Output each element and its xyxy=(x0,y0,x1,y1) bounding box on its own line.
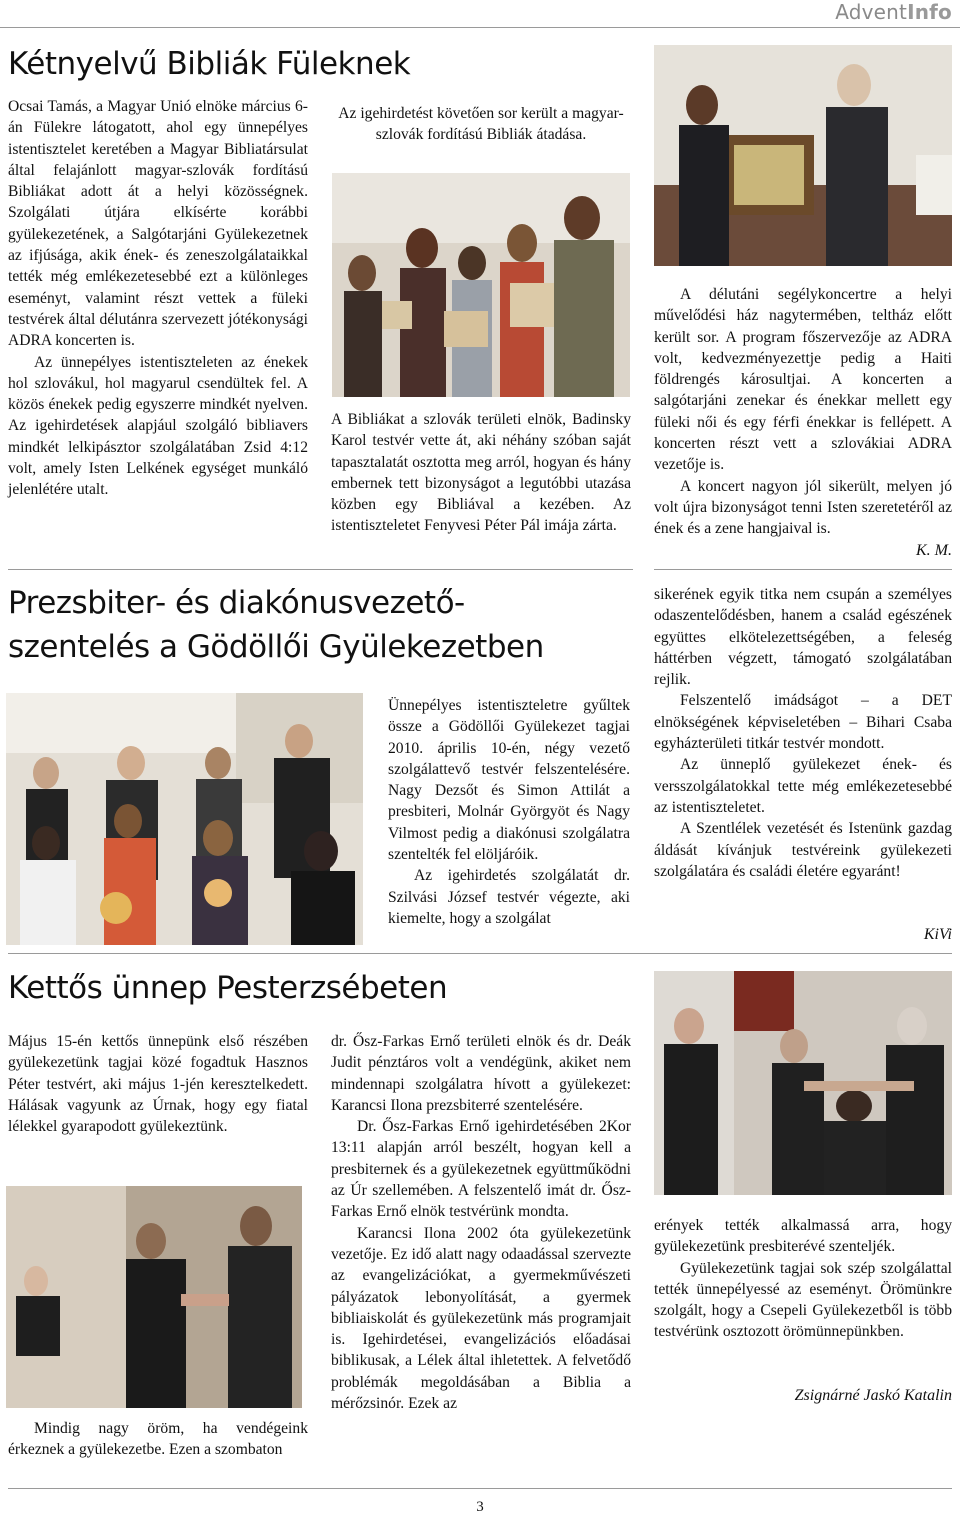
article1-col3-p1: A délutáni segélykoncertre a helyi művelődési ház nagytermében, teltház előtt került sor. A program főszervezője az ADRA volt, kedvezményezettje pedig a Haiti földrengés károsultjai. A koncerten a salgótarjáni zenekar és énekkar mellett egy füleki női és egy férfi énekkar is fellépett. A koncerten részt vett a szlovákiai ADRA vezetője is. xyxy=(654,286,952,474)
greeting-photo xyxy=(6,1186,302,1408)
article-divider-1b xyxy=(654,569,952,570)
article-divider-1 xyxy=(8,569,633,570)
article2-signature: KiVi xyxy=(923,926,952,943)
handshake-photo xyxy=(654,45,952,266)
article1-col1-p2: Az ünnepélyes istentiszteleten az énekek hol szlovákul, hol magyarul csendültek fel. A közös énekek pedig egyszerre mindkét nyelven. Az igehirdetések alapjául szolgáló bibliavers mindkét lelkipásztor szolgálatában Zsid 4:12 volt, amely Isten Lelkének egységet munkáló jelenlétére utalt. xyxy=(8,353,308,499)
article3-col2-p3: Karancsi Ilona 2002 óta gyülekezetünk vezetője. Ez idő alatt nagy odaadással szervezte az evangelizációkat, a gyermekművészeti pályázatok lebonyolítását, a gyermek bibliaiskolát és gyülekezetünk más programjait is. Igehirdetései, evangelizációs előadásai biblikusak, a Lélek által ihletettek. A felvetődő problémák megoldásában a Biblia a mérőzsinór. Ezek az xyxy=(331,1224,631,1413)
article1-col1 xyxy=(8,96,308,501)
article1-title: Kétnyelvű Bibliák Füleknek xyxy=(8,46,411,82)
article3-col1-p2: Mindig nagy öröm, ha vendégeink érkeznek a gyülekezetbe. Ezen a szombaton xyxy=(8,1420,308,1459)
article3-col3-p1: erények tették alkalmassá arra, hogy gyülekezetünk presbiterévé szenteljék. xyxy=(654,1217,952,1256)
article3-col1-bottom xyxy=(8,1418,308,1461)
page-number: 3 xyxy=(476,1499,484,1515)
article1-col3 xyxy=(654,284,952,561)
article-divider-2 xyxy=(8,953,952,954)
article3-col3-p2: Gyülekezetünk tagjai sok szép szolgálattal tették ünnepélyessé az eseményt. Örömünkre szolgált, hogy a Csepeli Gyülekezetből is több testvérünk osztozott örömünnepünkben. xyxy=(654,1259,952,1341)
article1-col3-p2: A koncert nagyon jól sikerült, melyen jó volt újra bizonyságot tenni Isten szeretetéről az ének és a zene hangjaival is. xyxy=(654,477,952,538)
article2-title-line2: szentelés a Gödöllői Gyülekezetben xyxy=(8,629,544,665)
article2-col3-p3: Az ünneplő gyülekezet ének- és versszolgálatokkal tette még emlékezetesebbé az istentiszteletet. xyxy=(654,756,952,816)
magazine-brand xyxy=(835,0,952,24)
article2-col2-p1: Ünnepélyes istentiszteletre gyűltek össze a Gödöllői Gyülekezet tagjai 2010. április 10-én, négy vezető szolgálattevő testvér felszentelésére. Nagy Dezsőt és Simon Attilát a presbiteri, Molnár Györgyöt és Nagy Vilmost pedig a diakónusi szolgálatra szentelték fel elöljáróik. xyxy=(388,697,630,864)
article3-signature: Zsignárné Jaskó Katalin xyxy=(794,1387,952,1404)
article2-col3-p1: sikerének egyik titka nem csupán a személyes odaszentelődésben, hanem a család egészének együttes elkötelezettségében, a feleség háttérben végzett, támogató szolgálatában rejlik. xyxy=(654,586,952,689)
article3-col2-p1: dr. Ősz-Farkas Ernő területi elnök és dr. Deák Judit pénztáros volt a vendégünk, akiket nem mindennapi szolgálatra hívott a gyülekezet: Karancsi Ilona prezsbiterré szentelésére. xyxy=(331,1033,631,1114)
article1-col2 xyxy=(331,409,631,537)
article2-title xyxy=(8,581,628,669)
header-rule xyxy=(0,27,960,28)
article2-title-line1: Prezsbiter- és diakónusvezető- xyxy=(8,585,465,621)
article2-col3 xyxy=(654,584,952,882)
footer-rule xyxy=(8,1488,952,1489)
article2-col2-p2: Az igehirdetés szolgálatát dr. Szilvási József testvér végezte, aki kiemelte, hogy a szolgálat xyxy=(388,867,630,927)
article3-col1-p1: Május 15-én kettős ünnepünk első részében gyülekezetünk tagjai közé fogadtuk Hasznos Péter testvért, aki május 1-jén keresztelkedett. Hálásak vagyunk az Úrnak, hogy egy fiatal lélekkel gyarapodott gyülekeztünk. xyxy=(8,1033,308,1136)
article1-caption-text: Az igehirdetést követően sor került a magyar-szlovák fordítású Bibliák átadása. xyxy=(338,105,624,144)
bible-handover-photo xyxy=(332,173,630,397)
brand-light: Advent xyxy=(835,0,908,24)
article2-col3-p2: Felszentelő imádságot – a DET elnökségének képviseletében – Bihari Csaba egyházterületi titkár testvér mondott. xyxy=(654,692,952,753)
brand-bold: Info xyxy=(907,0,952,24)
article3-col1-top xyxy=(8,1031,308,1137)
ordination-group-photo xyxy=(6,693,363,945)
article1-caption xyxy=(331,103,631,146)
article1-col2-p1: A Bibliákat a szlovák területi elnök, Badinsky Karol testvér vette át, aki néhány szóban saját tapasztalatát osztotta meg arról, hogyan és hány embernek tett bizonyságot a legutóbbi utazása közben egy Bibliával a kezében. Az istentiszteletet Fenyvesi Péter Pál imája zárta. xyxy=(331,411,631,535)
consecration-photo xyxy=(654,971,952,1195)
article2-col3-p4: A Szentlélek vezetését és Istenünk gazdag áldását kívánjuk testvéreink gyülekezeti szolgálatára és családi életére egyaránt! xyxy=(654,820,952,880)
article3-title: Kettős ünnep Pesterzsébeten xyxy=(8,970,448,1006)
article3-col2-p2: Dr. Ősz-Farkas Ernő igehirdetésében 2Kor 13:11 alapján arról beszélt, hogyan kell a presbiternek és a gyülekezetnek együttműködni az Úr szellemében. A felszentelő imát dr. Ősz-Farkas Ernő elnök testvérünk mondta. xyxy=(331,1118,631,1221)
article1-col1-p1: Ocsai Tamás, a Magyar Unió elnöke március 6-án Fülekre látogatott, ahol egy ünnepélyes istentisztelet keretében a Magyar Bibliatársulat által felajánlott magyar-szlovák fordítású Bibliákat adott át a helyi közösségnek. Szolgálati útjára elkísérte korábbi gyülekezetének, a Salgótarjáni Gyülekezetnek az ifjúsága, akik ének- és zeneszolgálataikkal tették még emlékezetesebbé ezt a különleges eseményt, valamint részt vettek a füleki testvérek által délutánra szervezett jótékonysági ADRA koncerten is. xyxy=(8,98,308,350)
article1-signature: K. M. xyxy=(916,541,952,559)
article2-col2 xyxy=(388,695,630,929)
article3-col3 xyxy=(654,1215,952,1343)
article3-col2 xyxy=(331,1031,631,1414)
